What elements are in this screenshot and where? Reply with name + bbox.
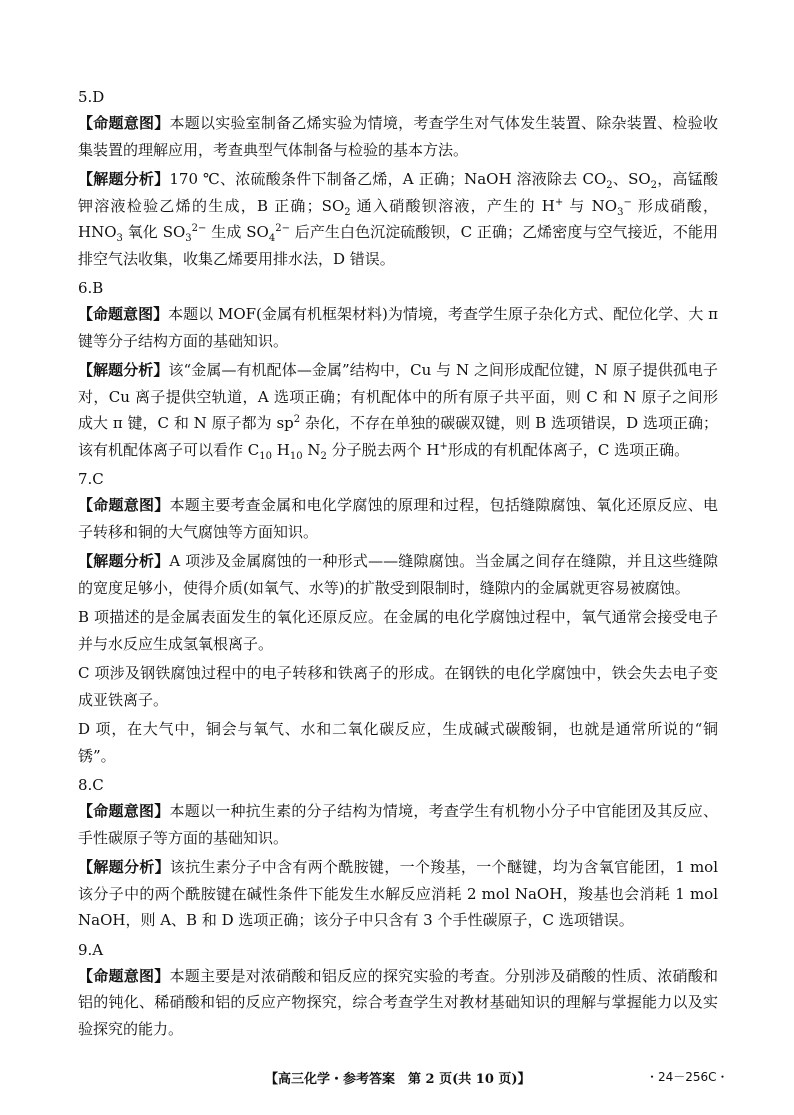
section-tag: 【解题分析】 [78, 552, 170, 570]
paragraph-text: 本题以实验室制备乙烯实验为情境，考查学生对气体发生装置、除杂装置、检验收集装置的理解应用，考查典型气体制备与检验的基本方法。 [78, 114, 718, 159]
section-tag: 【命题意图】 [78, 802, 170, 820]
paragraph-text: 本题主要是对浓硝酸和铝反应的探究实验的考查。分别涉及硝酸的性质、浓硝酸和铝的钝化、稀硝酸和铝的反应产物探究，综合考查学生对教材基础知识的理解与掌握能力以及实验探究的能力。 [78, 966, 718, 1038]
analysis-paragraph [78, 548, 718, 601]
analysis-paragraph [78, 604, 718, 657]
question-number: 7.C [78, 470, 104, 488]
paragraph-text: 170 ℃、浓硫酸条件下制备乙烯，A 正确；NaOH 溶液除去 $CO_2$、$SO_2$，高锰酸钾溶液检验乙烯的生成，B 正确；$SO_2$ 通入硝酸钡溶液，产生的 H+ 与 $NO_3^-$ 形成硝酸，$HNO_3$ 氧化 $SO_3^{2-}$ 生成 $SO_4^{2-}$ 后产生白色沉淀硫酸钡，C 正确；乙烯密度与空气接近，不能用排空气法收集，收集乙烯要用排水法，D 错误。 [78, 170, 718, 268]
section-tag: 【命题意图】 [78, 496, 170, 514]
analysis-paragraph [78, 854, 718, 934]
section-tag: 【命题意图】 [78, 114, 170, 132]
paragraph-text: 本题主要考查金属和电化学腐蚀的原理和过程，包括缝隙腐蚀、氧化还原反应、电子转移和铜的大气腐蚀等方面知识。 [78, 496, 718, 541]
intent-paragraph [78, 798, 718, 851]
analysis-paragraph [78, 166, 718, 272]
paragraph-text: D 项，在大气中，铜会与氧气、水和二氧化碳反应，生成碱式碳酸铜，也就是通常所说的“铜锈”。 [78, 720, 718, 765]
analysis-paragraph [78, 716, 718, 769]
intent-paragraph [78, 110, 718, 163]
paragraph-text: A 项涉及金属腐蚀的一种形式——缝隙腐蚀。当金属之间存在缝隙，并且这些缝隙的宽度足够小，使得介质(如氧气、水等)的扩散受到限制时，缝隙内的金属就更容易被腐蚀。 [78, 552, 718, 597]
question-number: 9.A [78, 940, 104, 959]
paragraph-text: C 项涉及钢铁腐蚀过程中的电子转移和铁离子的形成。在钢铁的电化学腐蚀中，铁会失去电子变成亚铁离子。 [78, 664, 718, 709]
question-number: 8.C [78, 776, 104, 794]
intent-paragraph [78, 492, 718, 545]
section-tag: 【解题分析】 [78, 361, 169, 379]
paragraph-text: 该“金属—有机配体—金属”结构中，Cu 与 N 之间形成配位键，N 原子提供孤电子对，Cu 离子提供空轨道，A 选项正确；有机配体中的所有原子共平面，则 C 和 N 原子之间形成大 π 键，C 和 N 原子都为 $sp^2$ 杂化，不存在单独的碳碳双键，则 B 选项错误，D 选项正确；该有机配体离子可以看作 $C_{10}$ $H_{10}$ $N_2$ 分子脱去两个 H+形成的有机配体离子，C 选项正确。 [78, 361, 718, 462]
paragraph-text: 本题以 MOF(金属有机框架材料)为情境，考查学生原子杂化方式、配位化学、大 π 键等分子结构方面的基础知识。 [78, 305, 718, 350]
question-number: 6.B [78, 279, 104, 297]
section-tag: 【解题分析】 [78, 170, 170, 188]
analysis-paragraph [78, 660, 718, 713]
paragraph-text: B 项描述的是金属表面发生的氧化还原反应。在金属的电化学腐蚀过程中，氧气通常会接受电子并与水反应生成氢氧根离子。 [78, 608, 718, 653]
paragraph-text: 该抗生素分子中含有两个酰胺键，一个羧基，一个醚键，均为含氧官能团，1 mol 该分子中的两个酰胺键在碱性条件下能发生水解反应消耗 2 mol NaOH，羧基也会消耗 1 mol NaOH，则 A、B 和 D 选项正确；该分子中只含有 3 个手性碳原子，C 选项错误。 [78, 858, 718, 929]
section-tag: 【命题意图】 [78, 966, 170, 985]
paragraph-text: 本题以一种抗生素的分子结构为情境，考查学生有机物小分子中官能团及其反应、手性碳原子等方面的基础知识。 [78, 802, 718, 847]
intent-paragraph [78, 301, 718, 354]
section-tag: 【命题意图】 [78, 305, 169, 323]
answer-content [78, 84, 718, 1045]
footer-page-label: 【高三化学・参考答案 第 2 页(共 10 页)】 [265, 1072, 531, 1087]
footer-code: ・24－256C・ [646, 1070, 729, 1084]
intent-paragraph [78, 963, 718, 1043]
question-number: 5.D [78, 88, 105, 106]
analysis-paragraph [78, 357, 718, 463]
section-tag: 【解题分析】 [78, 858, 170, 876]
page-footer [0, 1068, 794, 1092]
